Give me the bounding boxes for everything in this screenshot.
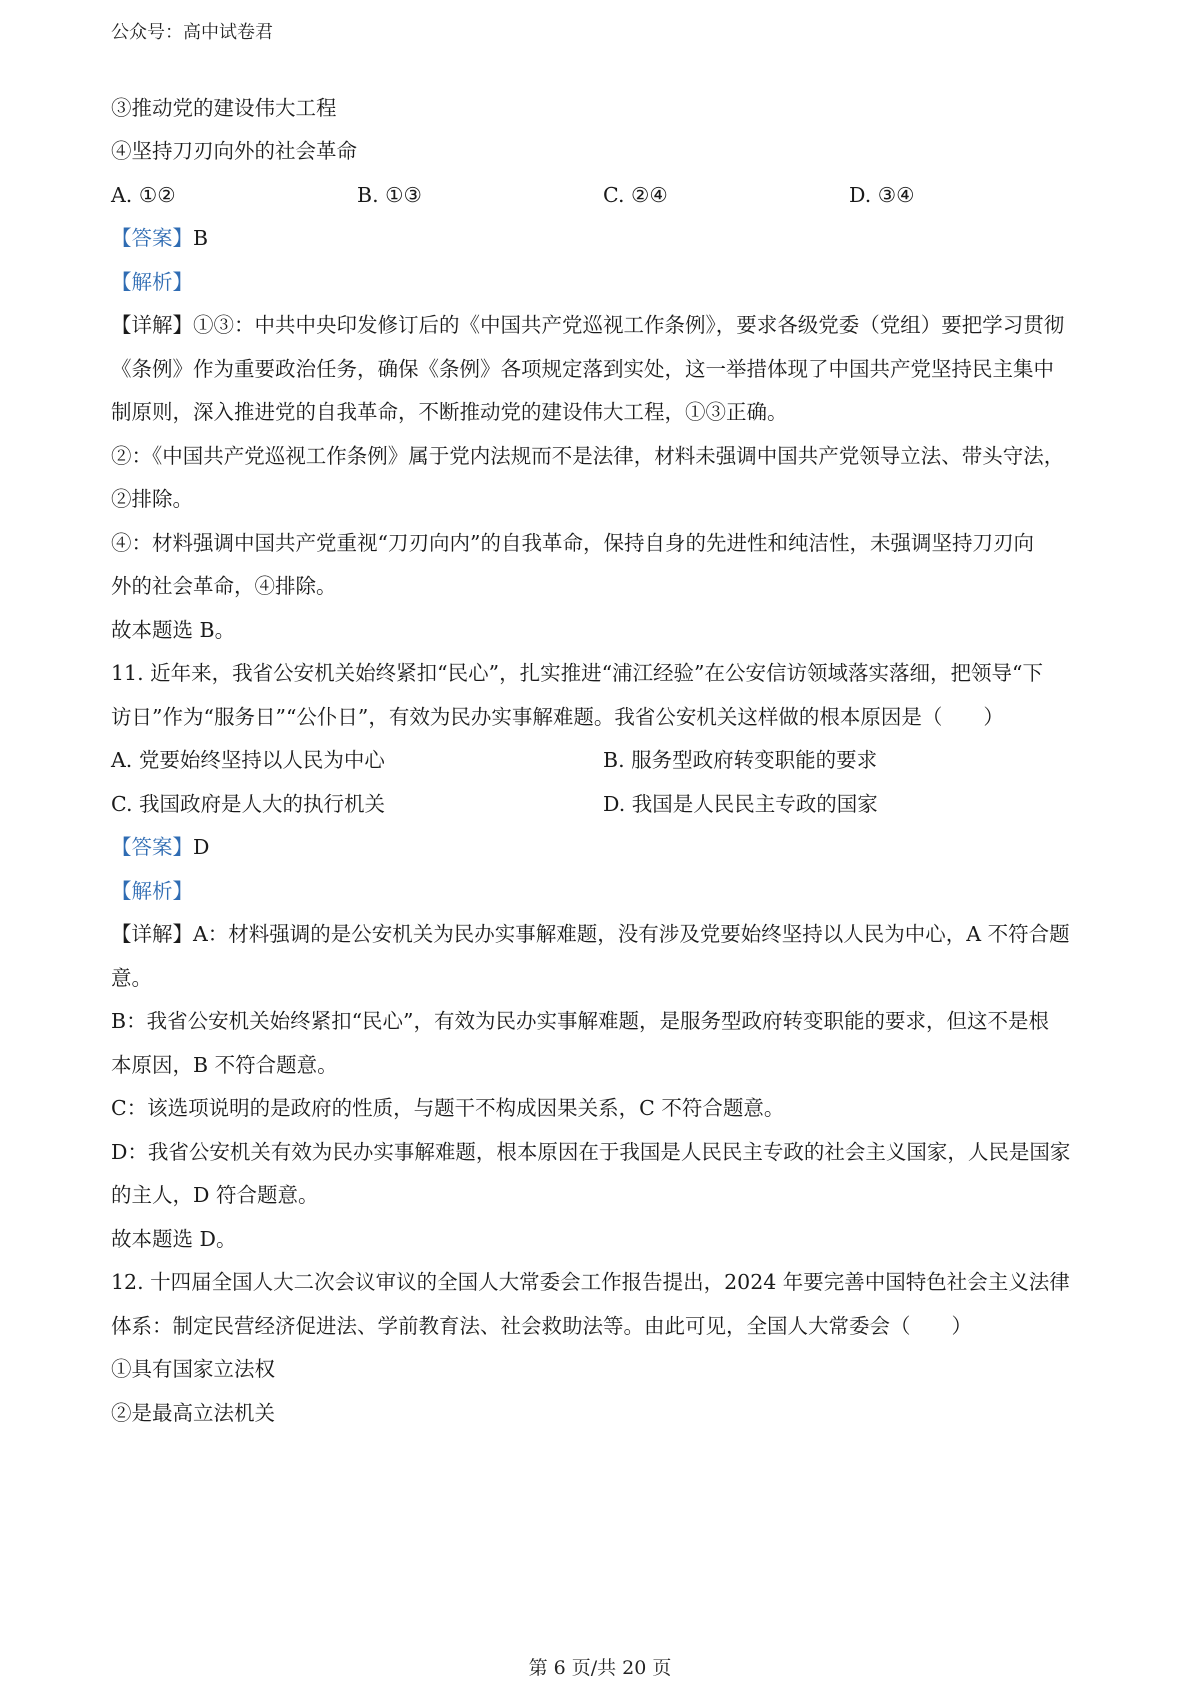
q10-detail-line: 《条例》作为重要政治任务，确保《条例》各项规定落到实处，这一举措体现了中国共产党坚持民主集中 (111, 357, 1054, 381)
q10-option-d: D. ③④ (849, 183, 915, 207)
detail-tag: 【详解】 (111, 313, 193, 337)
q11-detail-line (111, 922, 1101, 946)
q10-conclusion: 故本题选 B。 (111, 618, 236, 642)
answer-tag: 【答案】 (111, 835, 193, 859)
q10-detail-line (111, 313, 1101, 337)
page-header: 公众号：高中试卷君 (111, 22, 273, 43)
q10-option-c: C. ②④ (603, 183, 668, 207)
q11-stem-line: 11. 近年来，我省公安机关始终紧扣“民心”，扎实推进“浦江经验”在公安信访领域落实落细，把领导“下 (111, 661, 1044, 685)
q11-option-c: C. 我国政府是人大的执行机关 (111, 792, 385, 816)
q11-detail-line: 的主人，D 符合题意。 (111, 1183, 319, 1207)
q11-detail-line: 本原因，B 不符合题意。 (111, 1053, 338, 1077)
q11-detail-line: D：我省公安机关有效为民办实事解难题，根本原因在于我国是人民民主专政的社会主义国家，人民是国家 (111, 1140, 1071, 1164)
q11-option-a: A. 党要始终坚持以人民为中心 (111, 748, 385, 772)
q11-conclusion: 故本题选 D。 (111, 1227, 237, 1251)
q11-stem-line: 访日”作为“服务日”“公仆日”，有效为民办实事解难题。我省公安机关这样做的根本原因是（ ） (111, 705, 1004, 729)
q11-option-b: B. 服务型政府转变职能的要求 (603, 748, 878, 772)
q12-stem-line: 12. 十四届全国人大二次会议审议的全国人大常委会工作报告提出，2024 年要完善中国特色社会主义法律 (111, 1270, 1070, 1294)
detail-tag: 【详解】 (111, 922, 193, 946)
q11-answer (111, 835, 1101, 859)
q10-detail-line: ④：材料强调中国共产党重视“刀刃向内”的自我革命，保持自身的先进性和纯洁性，未强调坚持刀刃向 (111, 531, 1034, 555)
q11-detail-line: 意。 (111, 966, 152, 990)
q10-item-3: ③推动党的建设伟大工程 (111, 96, 337, 120)
q10-detail-line: 外的社会革命，④排除。 (111, 574, 337, 598)
q11-detail-line: C：该选项说明的是政府的性质，与题干不构成因果关系，C 不符合题意。 (111, 1096, 785, 1120)
q10-option-b: B. ①③ (357, 183, 422, 207)
answer-tag: 【答案】 (111, 226, 193, 250)
page-footer: 第 6 页/共 20 页 (528, 1657, 672, 1679)
q11-detail-line: B：我省公安机关始终紧扣“民心”，有效为民办实事解难题，是服务型政府转变职能的要求，但这不是根 (111, 1009, 1050, 1033)
q10-option-a: A. ①② (111, 183, 176, 207)
answer-value: D (193, 835, 210, 859)
q10-item-4: ④坚持刀刃向外的社会革命 (111, 139, 357, 163)
q12-item-1: ①具有国家立法权 (111, 1357, 275, 1381)
q10-answer (111, 226, 1101, 250)
q10-detail-line: 制原则，深入推进党的自我革命，不断推动党的建设伟大工程，①③正确。 (111, 400, 788, 424)
q10-detail-line: ②排除。 (111, 487, 193, 511)
q12-item-2: ②是最高立法机关 (111, 1401, 275, 1425)
q10-detail-line: ②：《中国共产党巡视工作条例》属于党内法规而不是法律，材料未强调中国共产党领导立法、带头守法， (111, 444, 1065, 468)
answer-value: B (193, 226, 209, 250)
q12-stem-line: 体系：制定民营经济促进法、学前教育法、社会救助法等。由此可见，全国人大常委会（ ） (111, 1314, 972, 1338)
q10-analysis-tag: 【解析】 (111, 270, 193, 294)
q11-analysis-tag: 【解析】 (111, 879, 193, 903)
q11-option-d: D. 我国是人民民主专政的国家 (603, 792, 878, 816)
detail-text: ①③：中共中央印发修订后的《中国共产党巡视工作条例》，要求各级党委（党组）要把学习贯彻 (193, 313, 1065, 337)
detail-text: A：材料强调的是公安机关为民办实事解难题，没有涉及党要始终坚持以人民为中心，A 不符合题 (193, 922, 1070, 946)
